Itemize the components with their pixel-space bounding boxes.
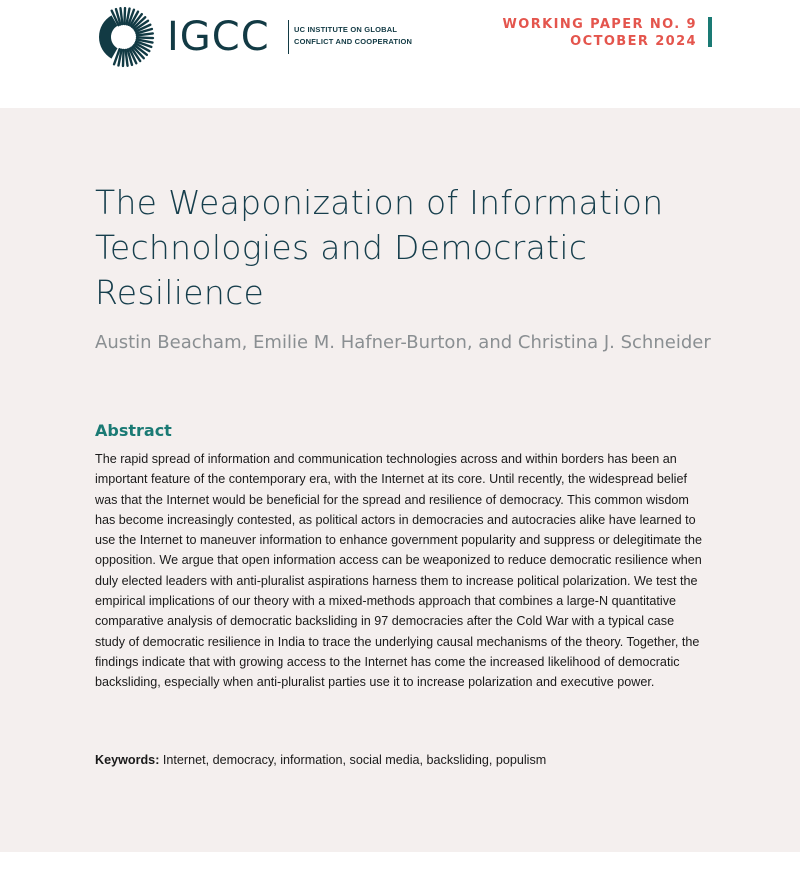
publication-date: OCTOBER 2024 — [570, 34, 697, 49]
keywords-label: Keywords: — [95, 753, 160, 767]
logo-subtitle-line1: UC INSTITUTE ON GLOBAL — [294, 25, 398, 34]
keywords-line — [95, 750, 546, 770]
logo-subtitle-line2: CONFLICT AND COOPERATION — [294, 37, 413, 46]
igcc-logo — [93, 6, 413, 68]
series-number: WORKING PAPER NO. 9 — [502, 17, 697, 32]
accent-bar — [708, 17, 712, 47]
logo-divider — [288, 20, 289, 54]
igcc-logo-mark-icon — [93, 6, 155, 68]
page-header — [0, 0, 800, 108]
paper-title: The Weaponization of Information Technologies and Democratic Resilience — [95, 183, 664, 312]
abstract-text: The rapid spread of information and communication technologies across and within borders has been an important feature of the contemporary era, with the Internet at its core. Until recently, the widespread belief was that the Internet would be beneficial for the spread and resilience of democracy. This common wisdom has become increasingly contested, as political actors in democracies and autocracies alike have learned to use the Internet to maneuver information to enhance government popularity and suppress or delegitimate the opposition. We argue that open information access can be weaponized to reduce democratic resilience when duly elected leaders with anti-pluralist aspirations harness them to increase political polarization. We test the empirical implications of our theory with a mixed-methods approach that combines a large-N quantitative comparative analysis of democratic backsliding in 97 democracies after the Cold War with a typical case study of democratic resilience in India to trace the underlying causal mechanisms of the theory. Together, the findings indicate that with growing access to the Internet has come the increased likelihood of democratic backsliding, especially when anti-pluralist parties use it to increase polarization and executive power. — [95, 452, 702, 690]
working-paper-label — [503, 16, 697, 50]
logo-wordmark: IGCC — [167, 14, 270, 60]
abstract-heading: Abstract — [95, 421, 172, 440]
paper-authors: Austin Beacham, Emilie M. Hafner-Burton, and Christina J. Schneider — [95, 332, 711, 353]
logo-subtitle — [294, 24, 412, 48]
keywords-list: Internet, democracy, information, social media, backsliding, populism — [162, 753, 547, 767]
